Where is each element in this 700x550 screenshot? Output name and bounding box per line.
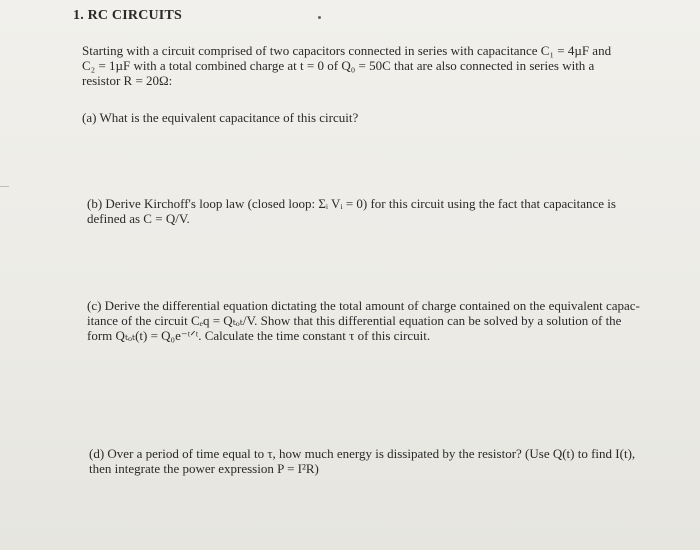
intro-line: Starting with a circuit comprised of two capacitors connected in series with capacitance C₁ = 4µF and	[82, 43, 612, 58]
edge-mark	[0, 186, 9, 187]
section-title: 1. RC CIRCUITS	[73, 8, 182, 23]
intro-line: C₂ = 1µF with a total combined charge at t = 0 of Q₀ = 50C that are also connected in series with a	[82, 58, 595, 73]
question-c-line: form Qₜₒₜ(t) = Q₀e⁻ᵗᐟᵗ. Calculate the time constant τ of this circuit.	[87, 328, 431, 343]
question-a-line: (a) What is the equivalent capacitance of this circuit?	[82, 110, 359, 125]
intro-line: resistor R = 20Ω:	[82, 73, 173, 88]
problem-intro	[82, 43, 611, 88]
question-b-line: (b) Derive Kirchoff's loop law (closed loop: Σᵢ Vᵢ = 0) for this circuit using the fact that capacitance is	[87, 196, 616, 211]
question-d-line: then integrate the power expression P = I²R)	[89, 461, 319, 476]
question-c	[87, 298, 640, 343]
question-b-line: defined as C = Q/V.	[87, 211, 190, 226]
question-b	[87, 196, 616, 226]
question-a	[82, 110, 358, 125]
question-c-line: itance of the circuit Cₑq = Qₜₒₜ/V. Show that this differential equation can be solved by a solution of the	[87, 313, 622, 328]
question-d-line: (d) Over a period of time equal to τ, how much energy is dissipated by the resistor? (Use Q(t) to find I(t),	[89, 446, 636, 461]
question-c-line: (c) Derive the differential equation dictating the total amount of charge contained on the equivalent capac-	[87, 298, 640, 313]
stray-dot	[318, 16, 321, 19]
question-d	[89, 446, 635, 476]
